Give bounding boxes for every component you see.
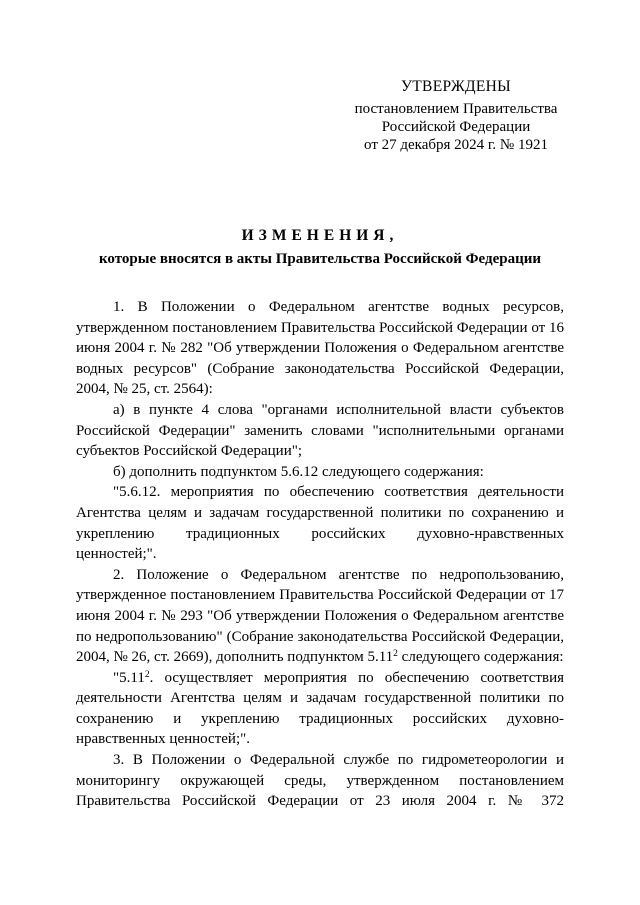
- paragraph-1a: а) в пункте 4 слова "органами исполнительной власти субъектов Российской Федерации" заменить словами "исполнительными органами субъектов Российской Федерации";: [76, 401, 564, 460]
- paragraph-2-text: 2. Положение о Федеральном агентстве по недропользованию, утвержденное постановлением Правительства Российской Федерации от 17 июня 2004 г. № 293 "Об утверждении Положения о Федеральном агентстве по недропользованию" (Собрание законодательства Российской Федерации, 2004, № 26, ст. 2669), дополнить подпунктом 5.11: [76, 566, 564, 666]
- paragraph-1c: "5.6.12. мероприятия по обеспечению соответствия деятельности Агентства целям и задачам государственной политики по сохранению и укреплению традиционных российских духовно-нравственных ценностей;".: [76, 484, 564, 563]
- document-title: ИЗМЕНЕНИЯ,: [241, 227, 399, 244]
- approval-heading: УТВЕРЖДЕНЫ: [401, 78, 511, 95]
- paragraph-2: [76, 565, 564, 668]
- approval-stamp: [340, 78, 572, 154]
- paragraph-3: 3. В Положении о Федеральной службе по гидрометеорологии и мониторингу окружающей среды, утвержденном постановлением Правительства Российской Федерации от 23 июля 2004 г. № 372: [76, 752, 564, 810]
- paragraph-2a-superscript: 2: [144, 669, 150, 680]
- paragraph-1b: б) дополнить подпунктом 5.6.12 следующего содержания:: [113, 463, 484, 480]
- paragraph-2a: [76, 668, 564, 750]
- paragraph-2a-start: "5.11: [113, 669, 145, 686]
- document-subtitle: которые вносятся в акты Правительства Российской Федерации: [98, 251, 542, 267]
- paragraph-2-tail: следующего содержания:: [397, 649, 564, 666]
- paragraph-1: 1. В Положении о Федеральном агентстве водных ресурсов, утвержденном постановлением Правительства Российской Федерации от 16 июня 2004 г. № 282 "Об утверждении Положения о Федеральном агентстве водных ресурсов" (Собрание законодательства Российской Федерации, 2004, № 25, ст. 2564):: [76, 299, 564, 398]
- paragraph-2-superscript: 2: [393, 649, 398, 660]
- approval-line-1: постановлением Правительства: [354, 101, 558, 117]
- approval-line-3: от 27 декабря 2024 г. № 1921: [364, 137, 548, 153]
- paragraph-2a-rest: . осуществляет мероприятия по обеспечению соответствия деятельности Агентства целям и задачам государственной политики по сохранению и укреплению традиционных российских духовно-нравственных ценностей;".: [76, 669, 564, 748]
- document-body: [76, 297, 564, 812]
- approval-line-2: Российской Федерации: [381, 119, 531, 135]
